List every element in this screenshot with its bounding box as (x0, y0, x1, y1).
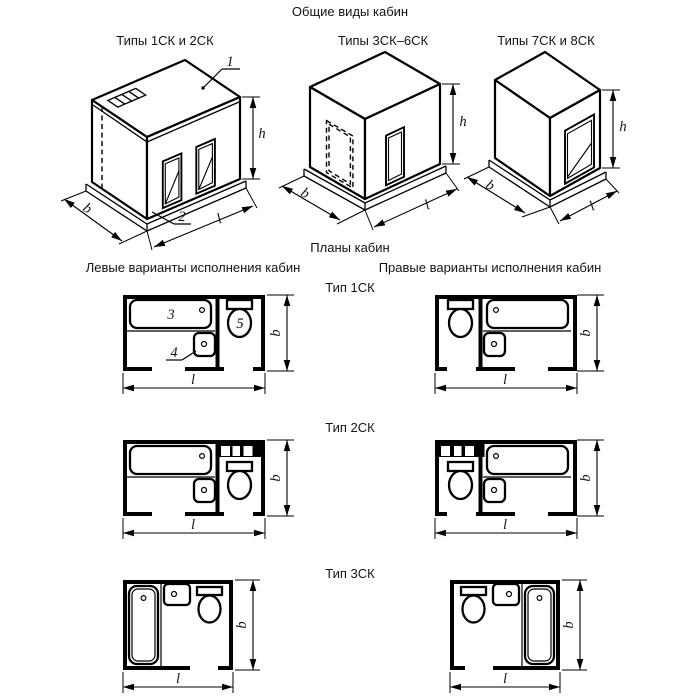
dim-height-fig1 (242, 97, 266, 179)
washbasin (194, 333, 215, 356)
right-column-heading: Правые варианты исполнения кабин (378, 260, 602, 275)
callout-floor-panel-number: 2 (178, 209, 186, 225)
plan-type3-right (450, 580, 587, 693)
dim-length-label: l (586, 198, 598, 215)
caption-view-1sk-2sk: Типы 1СК и 2СК (116, 33, 214, 48)
dim-height-fig2 (442, 84, 467, 164)
callout-roof-panel-number: 1 (226, 54, 234, 70)
washbasin (484, 479, 505, 502)
dim-width (234, 580, 260, 670)
door-opening-2 (196, 139, 215, 194)
dim-width (577, 440, 604, 516)
dim-length (435, 372, 577, 394)
dim-width-label: b (268, 474, 284, 482)
door-opening (386, 127, 404, 185)
plan-type1-label: Тип 1СК (325, 280, 375, 295)
plan-type3-label: Тип 3СК (325, 566, 375, 581)
dim-height-label: h (459, 114, 467, 130)
bathtub (130, 446, 211, 474)
dim-height-label: h (258, 126, 266, 142)
dim-length-label: l (190, 517, 196, 533)
general-view-1sk-2sk (61, 54, 266, 250)
caption-view-7sk-8sk: Типы 7СК и 8СК (497, 33, 595, 48)
plan-type2-left (123, 440, 294, 539)
washbasin (194, 479, 215, 502)
dim-length-label: l (214, 211, 225, 228)
plans-heading: Планы кабин (310, 240, 390, 255)
toilet-cistern (227, 462, 252, 471)
bathtub (525, 586, 554, 664)
left-column-heading: Левые варианты исполнения кабин (85, 260, 301, 275)
dim-width-label: b (297, 184, 313, 203)
callout-bathtub: 3 (167, 307, 175, 323)
general-view-7sk-8sk (464, 52, 627, 224)
dim-width-label: b (561, 621, 577, 629)
dim-width (561, 580, 587, 670)
callout-toilet: 5 (236, 316, 244, 332)
dim-width-label: b (234, 621, 250, 629)
toilet-cistern (227, 300, 252, 309)
dim-width-label: b (268, 329, 284, 337)
dim-length-label: l (175, 671, 181, 687)
dim-width-label: b (578, 329, 594, 337)
toilet-cistern (448, 462, 473, 471)
callout-washbasin-number: 4 (170, 345, 178, 361)
vent-block (435, 440, 485, 457)
toilet-bowl (463, 596, 485, 623)
bathtub (487, 446, 568, 474)
toilet-cistern (461, 587, 486, 595)
toilet-bowl (228, 471, 251, 499)
toilet-bowl (199, 596, 221, 623)
washbasin (484, 333, 505, 356)
dim-width-label: b (578, 474, 594, 482)
dim-width (267, 440, 294, 516)
dim-length (123, 517, 265, 539)
general-view-3sk-6sk (279, 52, 467, 230)
toilet-cistern (197, 587, 222, 595)
dim-length-label: l (502, 372, 508, 388)
toilet-bowl (449, 471, 472, 499)
page-title: Общие виды кабин (291, 4, 409, 19)
dim-width-label: b (482, 176, 498, 195)
toilet-cistern (448, 300, 473, 309)
dim-width (577, 295, 604, 371)
bathtub (487, 300, 568, 328)
dim-length-label: l (502, 671, 508, 687)
dim-height-label: h (619, 119, 627, 135)
vent-block (216, 440, 266, 457)
dim-width-label: b (79, 200, 95, 218)
bathtub (129, 586, 158, 664)
plan-type2-label: Тип 2СК (325, 420, 375, 435)
dim-length (435, 517, 577, 539)
caption-view-3sk-6sk: Типы 3СК–6СК (337, 33, 429, 48)
door-opening-1 (163, 153, 182, 208)
plan-type1-right (435, 295, 604, 394)
callout-washbasin (166, 345, 196, 361)
dim-height-fig3 (602, 90, 627, 168)
plan-type3-left (123, 580, 260, 693)
toilet-bowl (449, 309, 472, 337)
dim-length (450, 671, 560, 693)
dim-length-label: l (190, 372, 196, 388)
dim-length-label: l (502, 517, 508, 533)
dim-length-label: l (422, 197, 433, 214)
dim-length (123, 372, 265, 394)
plan-type2-right (435, 440, 604, 539)
dim-length (123, 671, 233, 693)
dim-width (267, 295, 294, 371)
plan-type1-left (123, 295, 294, 394)
